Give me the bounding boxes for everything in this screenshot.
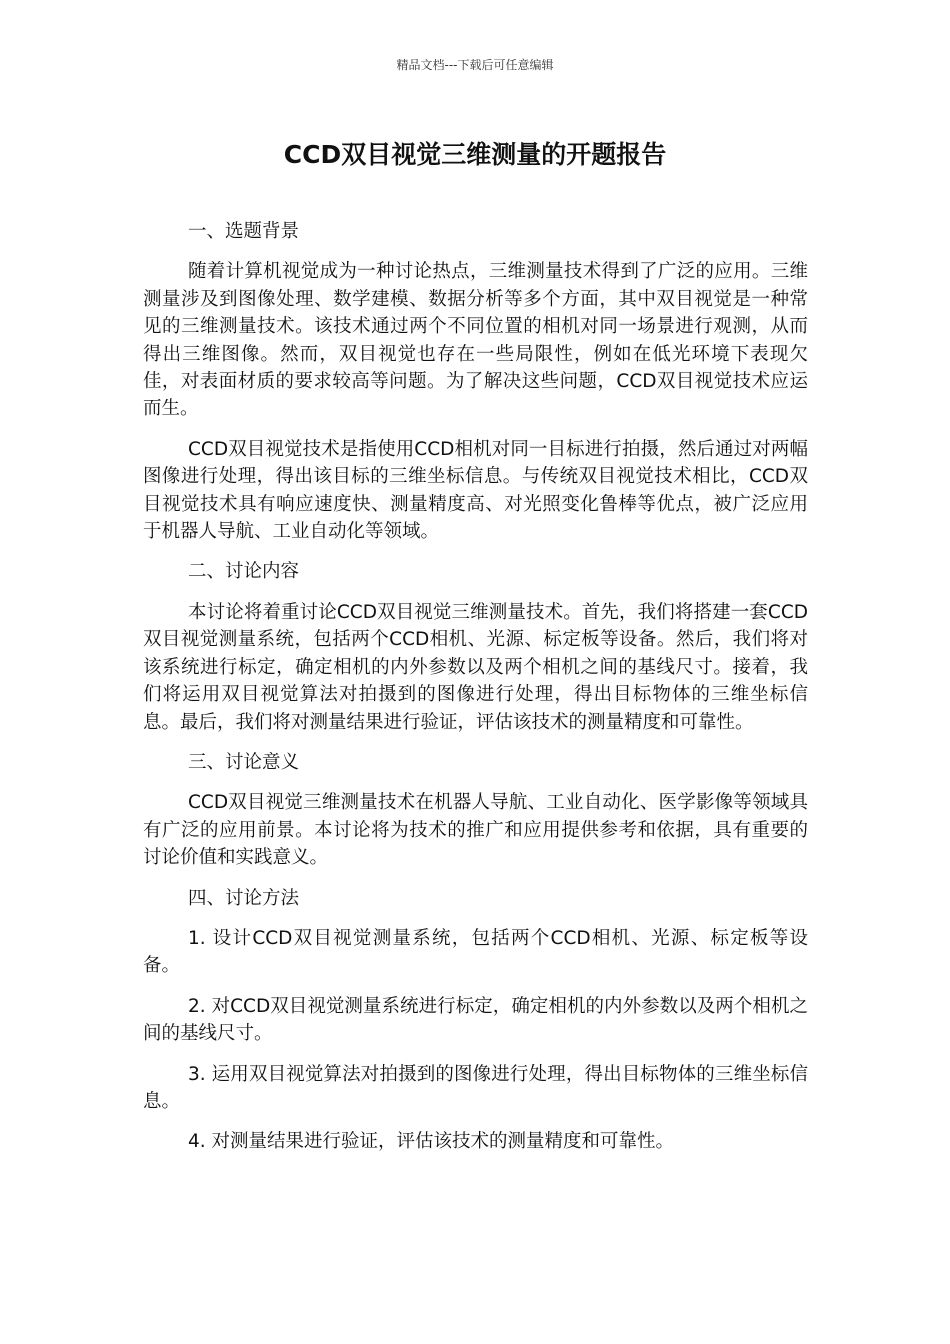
paragraph-background-1: 随着计算机视觉成为一种讨论热点，三维测量技术得到了广泛的应用。三维测量涉及到图像处理、数学建模、数据分析等多个方面，其中双目视觉是一种常见的三维测量技术。该技术通过两个不同位置的相机对同一场景进行观测，从而得出三维图像。然而，双目视觉也存在一些局限性，例如在低光环境下表现欠佳，对表面材质的要求较高等问题。为了解决这些问题，CCD双目视觉技术应运而生。 — [143, 261, 808, 420]
method-item-2: 2. 对CCD双目视觉测量系统进行标定，确定相机的内外参数以及两个相机之间的基线尺寸。 — [143, 995, 808, 1045]
section-heading-methods: 四、讨论方法 — [188, 887, 300, 909]
method-item-4: 4. 对测量结果进行验证，评估该技术的测量精度和可靠性。 — [188, 1131, 675, 1153]
page-header: 精品文档---下载后可任意编辑 — [396, 58, 554, 72]
method-item-1: 1. 设计CCD双目视觉测量系统，包括两个CCD相机、光源、标定板等设备。 — [143, 927, 808, 977]
section-heading-content: 二、讨论内容 — [188, 561, 300, 583]
section-heading-significance: 三、讨论意义 — [188, 751, 300, 773]
section-heading-background: 一、选题背景 — [188, 221, 300, 242]
method-item-3: 3. 运用双目视觉算法对拍摄到的图像进行处理，得出目标物体的三维坐标信息。 — [143, 1063, 808, 1112]
paragraph-content-1: 本讨论将着重讨论CCD双目视觉三维测量技术。首先，我们将搭建一套CCD双目视觉测量系统，包括两个CCD相机、光源、标定板等设备。然后，我们将对该系统进行标定，确定相机的内外参数以及两个相机之间的基线尺寸。接着，我们将运用双目视觉算法对拍摄到的图像进行处理，得出目标物体的三维坐标信息。最后，我们将对测量结果进行验证，评估该技术的测量精度和可靠性。 — [143, 601, 808, 733]
document-body — [143, 218, 808, 1169]
paragraph-background-2: CCD双目视觉技术是指使用CCD相机对同一目标进行拍摄，然后通过对两幅图像进行处理，得出该目标的三维坐标信息。与传统双目视觉技术相比，CCD双目视觉技术具有响应速度快、测量精度高、对光照变化鲁棒等优点，被广泛应用于机器人导航、工业自动化等领域。 — [143, 438, 808, 543]
paragraph-significance-1: CCD双目视觉三维测量技术在机器人导航、工业自动化、医学影像等领域具有广泛的应用前景。本讨论将为技术的推广和应用提供参考和依据，具有重要的讨论价值和实践意义。 — [143, 792, 808, 869]
document-title: CCD双目视觉三维测量的开题报告 — [283, 140, 667, 169]
